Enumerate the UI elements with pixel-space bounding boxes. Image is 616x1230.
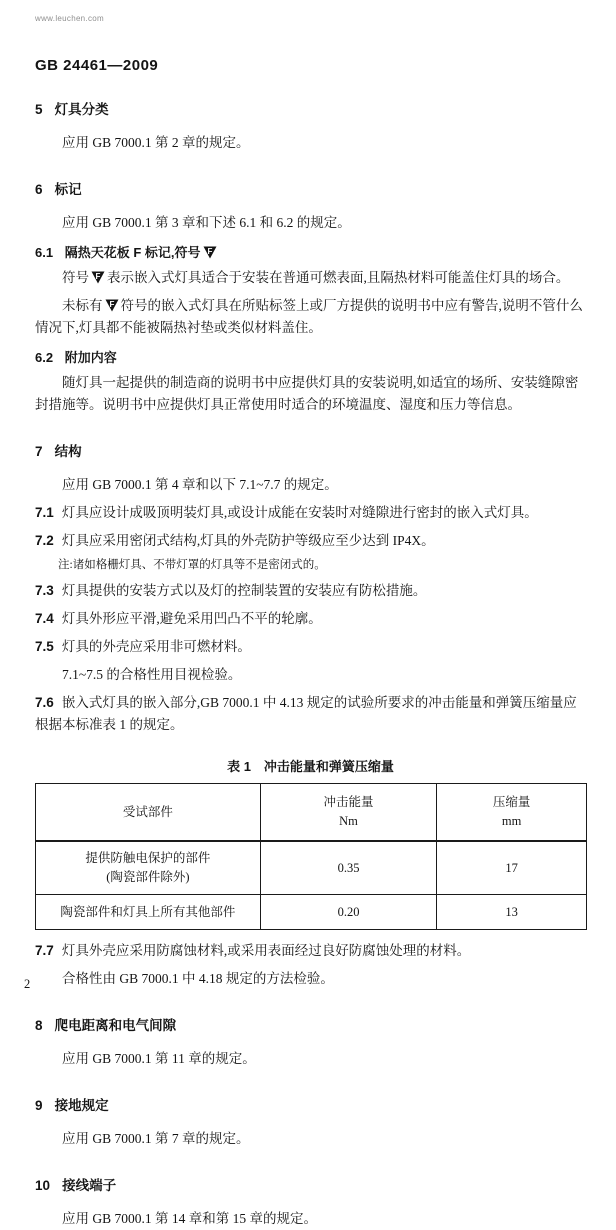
clause-7-2-note: 注:诸如格栅灯具、不带灯罩的灯具等不是密闭式的。 <box>58 559 326 571</box>
section-number: 6.2 <box>35 350 54 365</box>
clause-text: 灯具的外壳应采用非可燃材料。 <box>61 639 251 654</box>
table-1-title: 表 1 冲击能量和弹簧压缩量 <box>227 759 394 774</box>
section-number: 10 <box>35 1178 51 1193</box>
section-5-heading <box>35 98 586 118</box>
header-text: 冲击能量 <box>323 795 374 809</box>
svg-text:F: F <box>207 247 212 256</box>
section-10-paragraph: 应用 GB 7000.1 第 14 章和第 15 章的规定。 <box>62 1211 318 1226</box>
table-1 <box>35 783 587 930</box>
clause-text: 灯具应采用密闭式结构,灯具的外壳防护等级应至少达到 IP4X。 <box>61 533 435 548</box>
section-6-heading <box>35 178 586 198</box>
table-row <box>36 841 587 895</box>
clause-text: 灯具应设计成吸顶明装灯具,或设计成能在安装时对缝隙进行密封的嵌入式灯具。 <box>61 505 538 520</box>
clause-number: 7.1 <box>35 505 54 520</box>
text-run: 未标有 <box>62 298 103 313</box>
standard-code: GB 24461—2009 <box>35 57 159 74</box>
section-6-paragraph: 应用 GB 7000.1 第 3 章和下述 6.1 和 6.2 的规定。 <box>62 215 351 230</box>
section-6-2-paragraph: 随灯具一起提供的制造商的说明书中应提供灯具的安装说明,如适宜的场所、安装缝隙密封措施等。说明书中应提供灯具正常使用时适合的环境温度、湿度和压力等信息。 <box>35 375 579 412</box>
clause-text: 灯具外壳应采用防腐蚀材料,或采用表面经过良好防腐蚀处理的材料。 <box>61 943 471 958</box>
section-title: 标记 <box>54 182 82 197</box>
clause-number: 7.6 <box>35 695 54 710</box>
header-unit: Nm <box>339 814 358 828</box>
section-7-heading <box>35 440 586 460</box>
cell-compression: 17 <box>437 841 587 895</box>
section-title: 接线端子 <box>62 1178 117 1193</box>
svg-text:F: F <box>95 272 101 281</box>
clause-7-6 <box>35 692 586 736</box>
cell-text: 提供防触电保护的部件 <box>85 851 211 865</box>
text-run: 符号的嵌入式灯具在所贴标签上或厂方提供的说明书中应有警告,说明不管什么情况下,灯具都不能被隔热衬垫或类似材料盖住。 <box>35 298 583 335</box>
clause-number: 7.3 <box>35 583 54 598</box>
section-number: 6.1 <box>35 245 54 260</box>
site-watermark: www.leuchen.com <box>35 14 104 23</box>
f-symbol-icon <box>203 246 217 259</box>
section-title: 灯具分类 <box>54 102 109 117</box>
section-title: 隔热天花板 F 标记,符号 <box>64 245 201 260</box>
section-8-heading <box>35 1014 586 1034</box>
section-5-paragraph: 应用 GB 7000.1 第 2 章的规定。 <box>62 135 250 150</box>
clause-number: 7.2 <box>35 533 54 548</box>
header-cell-compression <box>437 784 587 842</box>
clause-7-5 <box>35 636 586 658</box>
section-title: 结构 <box>54 444 82 459</box>
f-symbol-icon <box>105 299 119 312</box>
clause-number: 7.7 <box>35 943 54 958</box>
cell-energy: 0.35 <box>260 841 437 895</box>
section-6-1-heading <box>35 242 586 261</box>
clause-7-5-conformity: 7.1~7.5 的合格性用目视检验。 <box>62 667 242 682</box>
clause-text: 嵌入式灯具的嵌入部分,GB 7000.1 中 4.13 规定的试验所要求的冲击能量和弹簧压缩量应根据本标准表 1 的规定。 <box>35 695 577 732</box>
table-header-row <box>36 784 587 842</box>
header-unit: mm <box>501 814 522 828</box>
section-number: 5 <box>35 102 43 117</box>
section-number: 6 <box>35 182 43 197</box>
clause-7-2 <box>35 530 586 552</box>
header-cell-energy <box>260 784 437 842</box>
section-10-heading <box>35 1174 586 1194</box>
section-6-1-paragraph-a <box>35 267 586 289</box>
svg-text:F: F <box>109 300 114 309</box>
clause-7-4 <box>35 608 586 630</box>
cell-part: 陶瓷部件和灯具上所有其他部件 <box>36 895 261 930</box>
section-7-paragraph: 应用 GB 7000.1 第 4 章和以下 7.1~7.7 的规定。 <box>62 477 338 492</box>
text-run: 符号 <box>62 270 89 285</box>
clause-7-1 <box>35 502 586 524</box>
section-8-paragraph: 应用 GB 7000.1 第 11 章的规定。 <box>62 1051 256 1066</box>
table-row <box>36 895 587 930</box>
section-title: 附加内容 <box>64 350 117 365</box>
section-9-paragraph: 应用 GB 7000.1 第 7 章的规定。 <box>62 1131 250 1146</box>
section-9-heading <box>35 1094 586 1114</box>
cell-energy: 0.20 <box>260 895 437 930</box>
clause-number: 7.4 <box>35 611 54 626</box>
cell-text: (陶瓷部件除外) <box>106 870 190 884</box>
section-title: 接地规定 <box>54 1098 109 1113</box>
section-number: 7 <box>35 444 43 459</box>
text-run: 表示嵌入式灯具适合于安装在普通可燃表面,且隔热材料可能盖住灯具的场合。 <box>107 270 570 285</box>
cell-part <box>36 841 261 895</box>
section-number: 9 <box>35 1098 43 1113</box>
header-text: 压缩量 <box>492 795 531 809</box>
section-6-2-heading <box>35 347 586 366</box>
clause-7-7-conformity: 合格性由 GB 7000.1 中 4.18 规定的方法检验。 <box>62 971 334 986</box>
section-6-1-paragraph-b <box>35 295 586 339</box>
clause-number: 7.5 <box>35 639 54 654</box>
clause-7-7 <box>35 940 586 962</box>
header-cell-part: 受试部件 <box>36 784 261 842</box>
page-number: 2 <box>24 977 31 991</box>
section-title: 爬电距离和电气间隙 <box>54 1018 177 1033</box>
clause-7-3 <box>35 580 586 602</box>
clause-text: 灯具提供的安装方式以及灯的控制装置的安装应有防松措施。 <box>61 583 427 598</box>
clause-text: 灯具外形应平滑,避免采用凹凸不平的轮廓。 <box>61 611 322 626</box>
cell-compression: 13 <box>437 895 587 930</box>
section-number: 8 <box>35 1018 43 1033</box>
f-symbol-icon <box>91 271 105 284</box>
